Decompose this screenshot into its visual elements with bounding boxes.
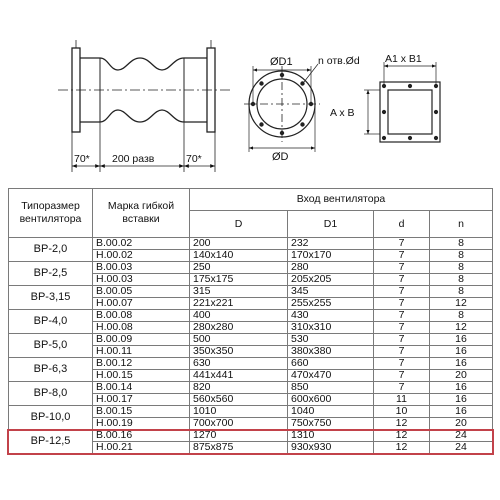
cell-n: 16 xyxy=(430,358,493,370)
cell-D: 700x700 xyxy=(190,418,288,430)
cell-d: 7 xyxy=(374,346,430,358)
d-label: ØD xyxy=(272,151,289,163)
cell-brand: Н.00.08 xyxy=(93,322,190,334)
cell-size: ВР-6,3 xyxy=(9,358,93,382)
cell-D1: 660 xyxy=(288,358,374,370)
cell-D1: 1310 xyxy=(288,430,374,442)
cell-d: 11 xyxy=(374,394,430,406)
cell-D: 875x875 xyxy=(190,442,288,454)
cell-D: 400 xyxy=(190,310,288,322)
cell-D1: 205x205 xyxy=(288,274,374,286)
cell-brand: В.00.16 xyxy=(93,430,190,442)
cell-size: ВР-3,15 xyxy=(9,286,93,310)
cell-D1: 930x930 xyxy=(288,442,374,454)
table-row xyxy=(9,334,493,346)
cell-n: 20 xyxy=(430,370,493,382)
middle-dimension: 200 разв xyxy=(112,153,155,165)
cell-size: ВР-5,0 xyxy=(9,334,93,358)
cell-d: 10 xyxy=(374,406,430,418)
table-row xyxy=(9,286,493,298)
cell-d: 12 xyxy=(374,418,430,430)
cell-D: 820 xyxy=(190,382,288,394)
header-D: D xyxy=(190,211,288,238)
cell-brand: Н.00.03 xyxy=(93,274,190,286)
cell-d: 7 xyxy=(374,238,430,250)
table-row xyxy=(9,310,493,322)
cell-brand: В.00.02 xyxy=(93,238,190,250)
cell-size: ВР-2,0 xyxy=(9,238,93,262)
cell-n: 16 xyxy=(430,382,493,394)
cell-brand: В.00.14 xyxy=(93,382,190,394)
cell-size: ВР-2,5 xyxy=(9,262,93,286)
cell-brand: Н.00.11 xyxy=(93,346,190,358)
cell-brand: В.00.05 xyxy=(93,286,190,298)
table-row xyxy=(9,406,493,418)
cell-n: 24 xyxy=(430,442,493,454)
cell-n: 8 xyxy=(430,274,493,286)
cell-brand: Н.00.15 xyxy=(93,370,190,382)
cell-D: 560x560 xyxy=(190,394,288,406)
cell-d: 7 xyxy=(374,334,430,346)
cell-n: 8 xyxy=(430,250,493,262)
left-dimension: 70* xyxy=(74,153,90,165)
cell-n: 24 xyxy=(430,430,493,442)
cell-n: 8 xyxy=(430,262,493,274)
cell-D1: 255x255 xyxy=(288,298,374,310)
cell-D: 500 xyxy=(190,334,288,346)
header-brand: Марка гибкой вставки xyxy=(93,189,190,238)
cell-d: 7 xyxy=(374,274,430,286)
cell-D: 350x350 xyxy=(190,346,288,358)
cell-D: 175x175 xyxy=(190,274,288,286)
cell-d: 7 xyxy=(374,358,430,370)
table-row xyxy=(9,262,493,274)
cell-D1: 750x750 xyxy=(288,418,374,430)
cell-n: 16 xyxy=(430,346,493,358)
cell-D1: 430 xyxy=(288,310,374,322)
cell-D1: 232 xyxy=(288,238,374,250)
cell-D: 221x221 xyxy=(190,298,288,310)
cell-size: ВР-4,0 xyxy=(9,310,93,334)
table-body xyxy=(9,238,493,454)
cell-d: 7 xyxy=(374,310,430,322)
table-row xyxy=(9,358,493,370)
table-row xyxy=(9,382,493,394)
cell-D: 140x140 xyxy=(190,250,288,262)
header-d: d xyxy=(374,211,430,238)
header-inlet: Вход вентилятора xyxy=(190,189,493,211)
cell-D: 1010 xyxy=(190,406,288,418)
cell-n: 16 xyxy=(430,394,493,406)
cell-D1: 1040 xyxy=(288,406,374,418)
cell-D: 441x441 xyxy=(190,370,288,382)
table-header-row xyxy=(9,189,493,211)
cell-brand: Н.00.19 xyxy=(93,418,190,430)
cell-brand: Н.00.07 xyxy=(93,298,190,310)
cell-D: 315 xyxy=(190,286,288,298)
cell-D1: 345 xyxy=(288,286,374,298)
round-flange-view xyxy=(244,64,320,152)
d1-label: ØD1 xyxy=(270,56,293,68)
axb-label: A x B xyxy=(330,107,355,119)
cell-d: 7 xyxy=(374,322,430,334)
table-row xyxy=(9,238,493,250)
cell-D1: 310x310 xyxy=(288,322,374,334)
cell-brand: В.00.09 xyxy=(93,334,190,346)
cell-n: 16 xyxy=(430,334,493,346)
cell-D1: 380x380 xyxy=(288,346,374,358)
cell-size: ВР-10,0 xyxy=(9,406,93,430)
cell-d: 12 xyxy=(374,430,430,442)
header-size: Типоразмер вентилятора xyxy=(9,189,93,238)
cell-D: 250 xyxy=(190,262,288,274)
cell-D1: 530 xyxy=(288,334,374,346)
cell-n: 8 xyxy=(430,238,493,250)
cell-brand: В.00.03 xyxy=(93,262,190,274)
cell-brand: В.00.08 xyxy=(93,310,190,322)
cell-d: 7 xyxy=(374,286,430,298)
cell-brand: В.00.15 xyxy=(93,406,190,418)
cell-n: 16 xyxy=(430,406,493,418)
cell-d: 12 xyxy=(374,442,430,454)
cell-brand: Н.00.02 xyxy=(93,250,190,262)
holes-label: n отв.Ød xyxy=(318,55,360,67)
header-D1: D1 xyxy=(288,211,374,238)
cell-size: ВР-12,5 xyxy=(9,430,93,454)
header-n: n xyxy=(430,211,493,238)
cell-D: 630 xyxy=(190,358,288,370)
cell-n: 12 xyxy=(430,298,493,310)
cell-D1: 600x600 xyxy=(288,394,374,406)
cell-brand: В.00.12 xyxy=(93,358,190,370)
cell-D: 200 xyxy=(190,238,288,250)
square-flange-view xyxy=(364,62,440,142)
cell-D: 280x280 xyxy=(190,322,288,334)
cell-brand: Н.00.21 xyxy=(93,442,190,454)
cell-brand: Н.00.17 xyxy=(93,394,190,406)
cell-D: 1270 xyxy=(190,430,288,442)
table-row xyxy=(9,430,493,442)
specification-table xyxy=(8,188,493,454)
cell-D1: 850 xyxy=(288,382,374,394)
cell-n: 8 xyxy=(430,286,493,298)
cell-d: 7 xyxy=(374,298,430,310)
cell-D1: 470x470 xyxy=(288,370,374,382)
cell-D1: 170x170 xyxy=(288,250,374,262)
a1b1-label: A1 x B1 xyxy=(385,53,422,65)
cell-d: 7 xyxy=(374,262,430,274)
cell-size: ВР-8,0 xyxy=(9,382,93,406)
cell-n: 12 xyxy=(430,322,493,334)
cell-d: 7 xyxy=(374,250,430,262)
cell-D1: 280 xyxy=(288,262,374,274)
right-dimension: 70* xyxy=(186,153,202,165)
cell-n: 8 xyxy=(430,310,493,322)
cell-d: 7 xyxy=(374,382,430,394)
cell-d: 7 xyxy=(374,370,430,382)
technical-drawing xyxy=(0,0,500,185)
cell-n: 20 xyxy=(430,418,493,430)
